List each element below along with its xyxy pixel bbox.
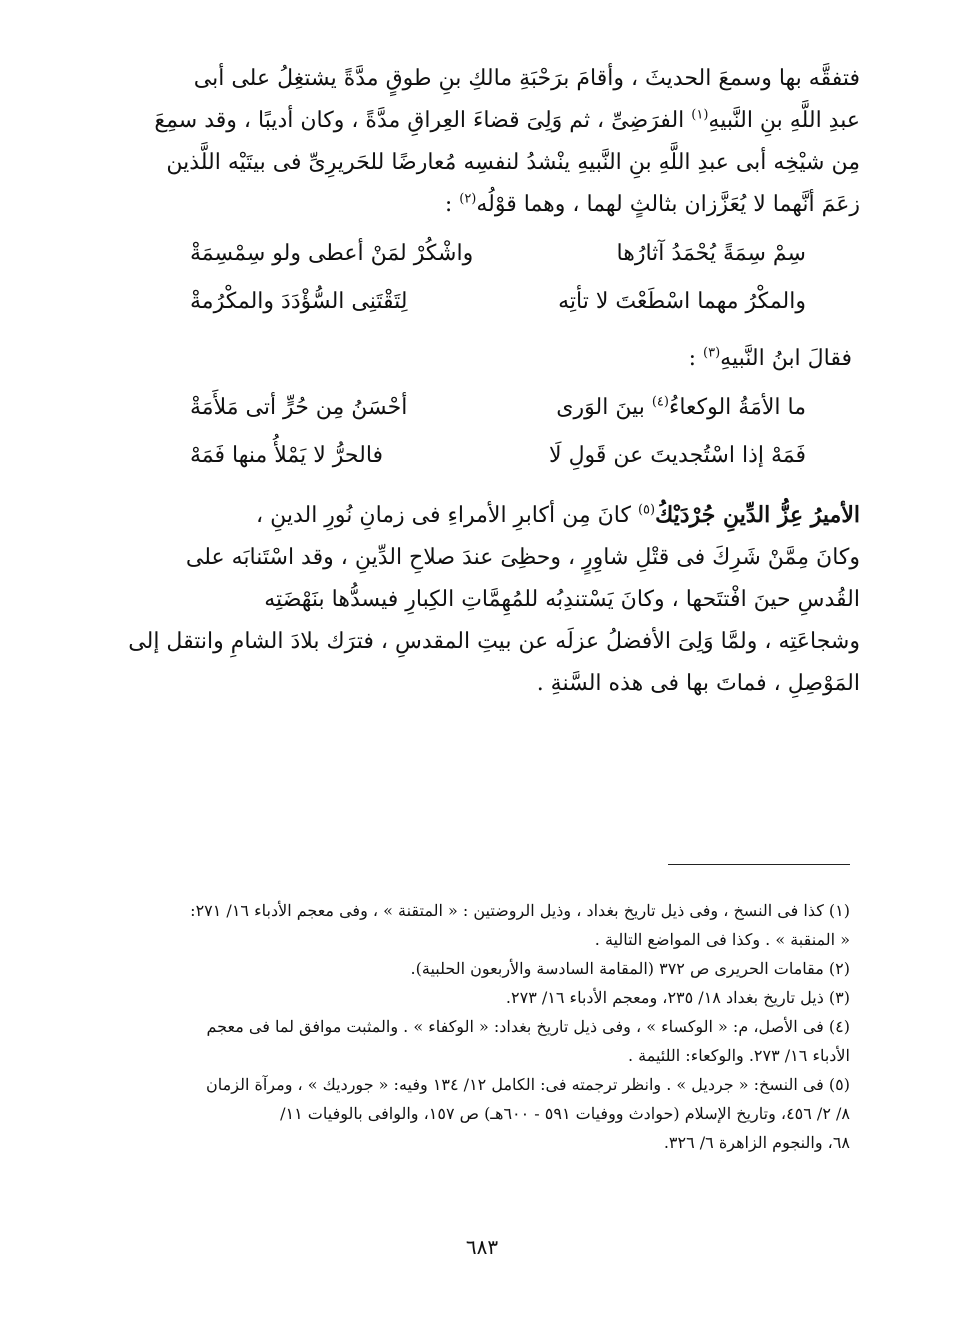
- footnote-line: (٢) مقامات الحريرى ص ٣٧٢ (المقامة السادسة والأربعون الحلبية).: [410, 959, 850, 978]
- text-line: المَوْصِلِ ، فماتَ بها فى هذه السَّنةِ .: [536, 671, 860, 696]
- footnote: [140, 896, 850, 954]
- text-line: فتفقَّه بها وسمعَ الحديثَ ، وأقامَ برَحْبَةِ مالكِ بنِ طوقٍ مدَّةً يشتغِلُ على أبى: [193, 66, 860, 91]
- text-line: مِن شيْخِه أبى عبدِ اللَّهِ بنِ النَّبيهِ ينْشدُ لنفسِه مُعارضًا للحَريرِىِّ فى بيتَيْه اللَّذين: [166, 150, 860, 175]
- text-line: [140, 100, 860, 142]
- verse-hemistich-left: فالحرُّ لا يَمْلأُ منها فَمَهْ: [190, 443, 384, 468]
- text-fragment: :: [688, 346, 697, 371]
- footnote-marker: (٥): [637, 502, 656, 518]
- page-number: ٦٨٣: [465, 1235, 499, 1259]
- paragraph-2: [128, 494, 860, 705]
- footnote-line: (٤) فى الأصل، م: « الوكساء » ، وفى ذيل تاريخ بغداد: « الوكفاء » . والمثبت موافق لما فى معجم: [206, 1017, 850, 1036]
- entry-name: الأميرُ عِزُّ الدِّينِ جُرْدَيْكُ: [655, 502, 860, 528]
- footnote: [140, 954, 850, 983]
- footnote-line: (٣) ذيل تاريخ بغداد ١٨/ ٢٣٥، ومعجم الأدباء ١٦/ ٢٧٣.: [505, 988, 850, 1007]
- footnote: [140, 983, 850, 1012]
- footnote-line: الأدباء ١٦/ ٢٧٣. والوكعاء: اللئيمة .: [627, 1046, 850, 1065]
- verse-line: [140, 432, 860, 480]
- text-fragment: ما الأمَةُ الوكعاءُ: [668, 395, 806, 420]
- verse-line: [140, 278, 860, 326]
- text-fragment: كانَ مِن أكابرِ الأمراءِ فى زمانِ نُورِ الدينِ ،: [255, 503, 631, 528]
- footnote: [140, 1012, 850, 1070]
- verse-hemistich-left: لِتَقْتَنِى السُّؤْدَدَ والمكْرُمةْ: [190, 289, 408, 314]
- footnotes: [140, 896, 850, 1157]
- text-line: [140, 184, 860, 226]
- footnote-line: « المنقبة » . وكذا فى المواضع التالية .: [594, 930, 850, 949]
- verse-line: [140, 230, 860, 278]
- text-fragment: فقالَ ابنُ النَّبيهِ: [720, 346, 852, 371]
- verse-hemistich-right: والمكْرُ مهما اسْطَعْتَ لا تأتِه: [558, 289, 806, 314]
- text-line: القُدسِ حينَ افْتتَحها ، وكانَ يَسْتندِبُه للمُهِمَّاتِ الكِبارِ فيسدُّها بنَهْضَتِه: [264, 587, 860, 612]
- verse-block-1: [140, 230, 860, 326]
- footnote-line: ٦٨، والنجوم الزاهرة ٦/ ٣٢٦.: [663, 1133, 850, 1152]
- verse-intro: [140, 336, 860, 382]
- verse-block-2: [140, 384, 860, 480]
- footnote-line: (١) كذا فى النسخ ، وفى ذيل تاريخ بغداد ، وذيل الروضتين : « المتقنة » ، وفى معجم الأدباء ١٦/ ٢٧١:: [190, 901, 850, 920]
- verse-hemistich-right: [556, 384, 806, 432]
- footnote-marker: (٢): [459, 191, 477, 207]
- verse-hemistich-right: فَمَهْ إذا اسْتُجديتَ عن قَولِ لَا: [549, 443, 806, 468]
- text-fragment: بينَ الوَرى: [556, 395, 645, 420]
- verse-line: [140, 384, 860, 432]
- text-fragment: :: [444, 192, 453, 217]
- text-fragment: زعَمَ أنَّهما لا يُعَزَّزان بثالثٍ لهما ، وهما قوْلُه: [476, 192, 860, 217]
- verse-hemistich-left: أحْسَنُ مِن حُرٍّ أتى مَلأَمَةْ: [190, 395, 408, 420]
- text-line: [140, 494, 860, 537]
- text-line: وكانَ مِمَّنْ شَرِكَ فى قتْلِ شاوِرٍ ، وحظِىَ عندَ صلاحِ الدِّينِ ، وقد اسْتَنابَه على: [185, 545, 860, 570]
- footnote-line: ٨/ ٢/ ٤٥٦، وتاريخ الإسلام (حوادث ووفيات ٥٩١ - ٦٠٠هـ) ص ١٥٧، والوافى بالوفيات ١١/: [280, 1104, 850, 1123]
- footnote-marker: (٣): [703, 345, 721, 361]
- footnote: [140, 1070, 850, 1157]
- text-fragment: عبدِ اللَّهِ بنِ النَّبيهِ: [708, 108, 860, 133]
- footnote-marker: (١): [691, 107, 709, 123]
- text-line: وشجاعَتِه ، ولمَّا وَلِىَ الأفضلُ عزلَه عن بيتِ المقدسِ ، فترَك بلادَ الشامِ وانتقل إلى: [128, 629, 860, 654]
- verse-hemistich-left: واشْكُرْ لمَنْ أعطى ولو سِمْسِمَةْ: [190, 241, 474, 266]
- text-fragment: الفرَضِىِّ ، ثم وَلِىَ قضاءَ العِراقِ مدَّةً ، وكان أديبًا ، وقد سمِعَ: [154, 108, 685, 133]
- footnote-line: (٥) فى النسخ: « جرديل » . وانظر ترجمته فى: الكامل ١٢/ ١٣٤ وفيه: « جورديك » ، ومرآة الزمان: [206, 1075, 850, 1094]
- main-text: [128, 58, 860, 705]
- paragraph-1: [140, 58, 860, 226]
- footnote-divider: [668, 864, 850, 865]
- verse-hemistich-right: سِمْ سِمَةً يُحْمَدُ آثارُها: [616, 241, 806, 266]
- footnote-marker: (٤): [651, 394, 669, 410]
